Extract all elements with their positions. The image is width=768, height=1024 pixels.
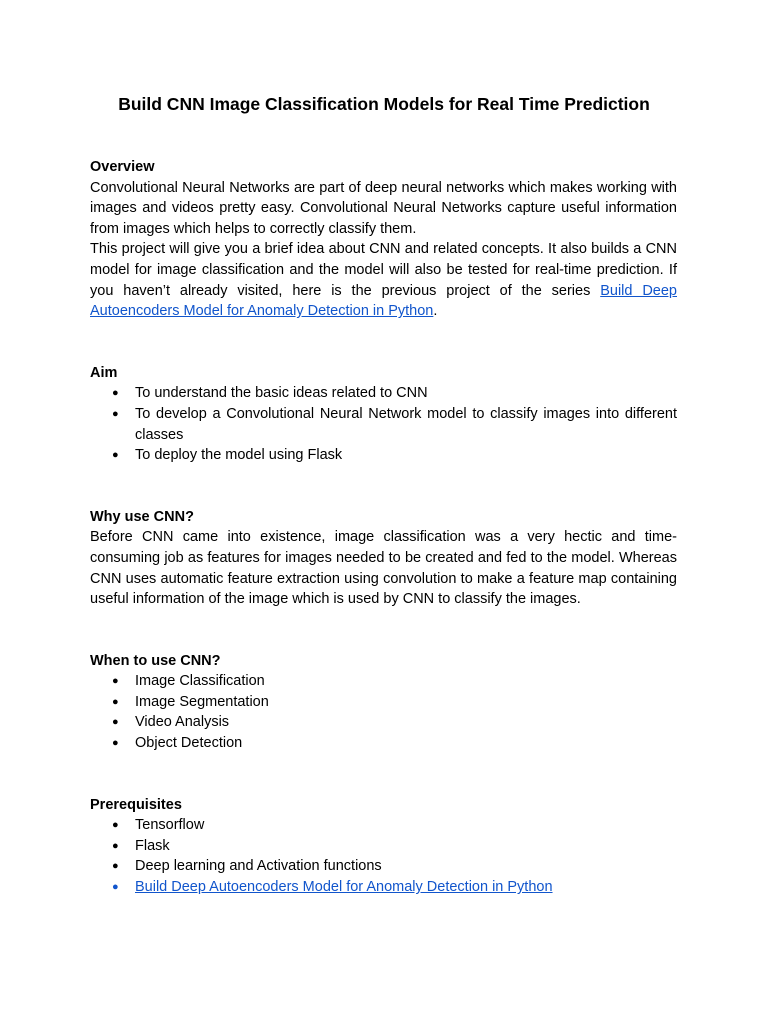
prereq-item-text: Deep learning and Activation functions	[135, 858, 382, 875]
list-item	[90, 877, 677, 898]
document-body	[90, 157, 677, 898]
list-item	[90, 712, 677, 733]
list-item	[90, 404, 677, 445]
why-heading: Why use CNN?	[90, 508, 194, 525]
when-item-text: Object Detection	[135, 735, 243, 752]
overview-paragraph-2-end: .	[433, 303, 438, 320]
when-item-text: Image Classification	[135, 673, 265, 690]
bullet-icon: ●	[112, 819, 119, 832]
prereq-item-text: Tensorflow	[135, 817, 205, 834]
bullet-icon: ●	[112, 716, 119, 729]
bullet-icon: ●	[112, 449, 119, 462]
list-item	[90, 692, 677, 713]
bullet-icon: ●	[112, 881, 119, 894]
overview-heading: Overview	[90, 159, 155, 175]
when-list	[90, 671, 677, 753]
aim-item-text: To develop a Convolutional Neural Network model to classify images into different classes	[135, 405, 677, 443]
aim-heading: Aim	[90, 364, 118, 381]
prerequisites-heading: Prerequisites	[90, 796, 182, 813]
when-item-text: Video Analysis	[135, 714, 230, 731]
why-paragraph: Before CNN came into existence, image classification was a very hectic and time-consuming job as features for images needed to be created and fed to the model. Whereas CNN uses automatic feature extraction using convolution to make a feature map containing useful information of the image which is used by CNN to classify the images.	[90, 529, 677, 608]
overview-paragraph-2	[90, 239, 677, 321]
bullet-icon: ●	[112, 839, 119, 852]
aim-item-text: To deploy the model using Flask	[135, 447, 343, 464]
prereq-link-autoencoders[interactable]: Build Deep Autoencoders Model for Anomaly Detection in Python	[135, 879, 553, 896]
prerequisites-list	[90, 815, 677, 897]
bullet-icon: ●	[112, 695, 119, 708]
bullet-icon: ●	[112, 675, 119, 688]
prereq-item-text: Flask	[135, 837, 170, 854]
list-item	[90, 671, 677, 692]
aim-item-text: To understand the basic ideas related to CNN	[135, 385, 428, 402]
when-heading: When to use CNN?	[90, 652, 221, 669]
bullet-icon: ●	[112, 387, 119, 400]
overview-paragraph-2-text: This project will give you a brief idea about CNN and related concepts. It also builds a CNN model for image classification and the model will also be tested for real-time prediction. If you haven’t already visited, here is the previous project of the series	[90, 241, 677, 299]
list-item	[90, 733, 677, 754]
list-item	[90, 856, 677, 877]
page-title: Build CNN Image Classification Models for Real Time Prediction	[118, 94, 650, 114]
list-item	[90, 836, 677, 857]
bullet-icon: ●	[112, 860, 119, 873]
when-item-text: Image Segmentation	[135, 693, 269, 710]
overview-paragraph-1: Convolutional Neural Networks are part of deep neural networks which makes working with images and videos pretty easy. Convolutional Neural Networks capture useful information from images which helps to correctly classify them.	[90, 179, 677, 237]
previous-project-link[interactable]: Build Deep Autoencoders Model for Anomaly Detection in Python	[90, 282, 677, 320]
aim-list	[90, 383, 677, 465]
bullet-icon: ●	[112, 737, 119, 750]
list-item	[90, 383, 677, 404]
bullet-icon: ●	[112, 407, 119, 420]
list-item	[90, 445, 677, 466]
list-item	[90, 815, 677, 836]
